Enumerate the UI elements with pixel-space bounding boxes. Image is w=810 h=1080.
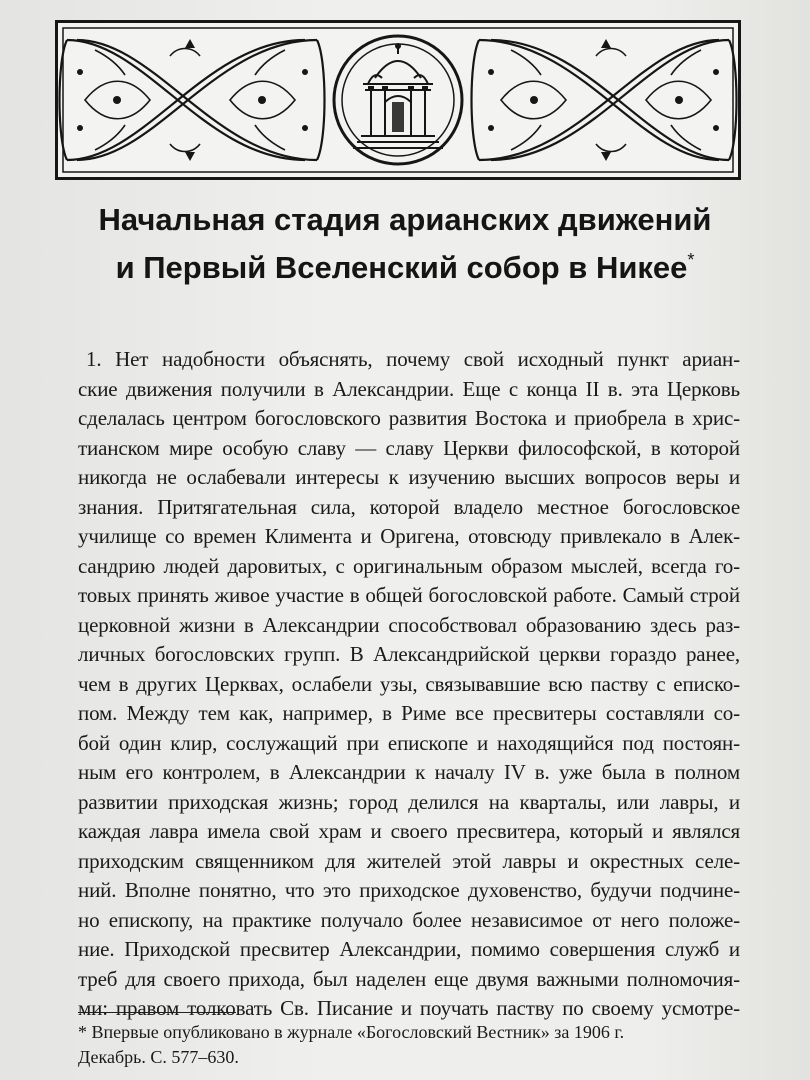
chapter-heading-line-2 [0,244,810,292]
text-line: ми: правом толковать Св. Писание и поучать паству по своему усмотре- [78,996,740,1020]
decorative-headpiece-icon [55,20,741,180]
footnote-line: Декабрь. С. 577–630. [78,1047,239,1067]
text-line: 1. Нет надобности объяснять, почему свой исходный пункт ариан- [86,347,740,371]
text-line: церковной жизни в Александрии способствовал образованию здесь раз- [78,612,740,637]
footnote-line: * Впервые опубликовано в журнале «Богословский Вестник» за 1906 г. [78,1022,625,1042]
chapter-heading-line-1: Начальная стадия арианских движений [98,202,712,237]
chapter-heading [0,196,810,292]
text-line: ние. Приходской пресвитер Александрии, помимо совершения служб и [78,937,740,961]
text-line: ний. Вполне понятно, что это приходское духовенство, будучи подчине- [78,878,740,902]
text-line: треб для своего прихода, был наделен еще двумя важными полномочия- [78,966,740,991]
text-line: личных богословских групп. В Александрийской церкви гораздо ранее, [78,642,740,666]
text-line: тианском мире особую славу — славу Церкви философской, в которой [78,435,740,460]
text-line: но епископу, на практике получало более независимое от него положе- [78,907,740,932]
footnote-reference: * [687,250,695,270]
text-line: никогда не ослабевали интересы к изучению высших вопросов веры и [78,465,740,489]
text-line: приходским священником для жителей этой лавры и окрестных селе- [78,848,740,873]
footnote-divider [78,1012,236,1013]
text-line: училище со времен Климента и Оригена, отовсюду привлекало в Алек- [78,524,740,548]
text-line: бой один клир, сослужащий при епископе и находящийся под постоян- [78,730,740,755]
text-line: пом. Между тем как, например, в Риме все пресвитеры составляли со- [78,701,740,725]
body-paragraph [78,345,740,1024]
chapter-heading-line-2-text: и Первый Вселенский собор в Никее [115,250,688,285]
text-line: развитии приходская жизнь; город делился на кварталы, или лавры, и [78,789,740,814]
text-line: ным его контролем, в Александрии к началу IV в. уже была в полном [78,760,740,784]
footnote [78,1020,740,1070]
text-line: сандрию людей даровитых, с оригинальным образом мыслей, всегда го- [78,553,740,578]
text-line: ские движения получили в Александрии. Еще с конца II в. эта Церковь [78,376,740,401]
text-line: знания. Притягательная сила, которой владело местное богословское [78,494,740,519]
text-line: каждая лавра имела свой храм и своего пресвитера, который и являлся [78,819,740,843]
text-line: сделалась центром богословского развития Востока и приобрела в хрис- [78,406,740,430]
text-line: чем в других Церквах, ослабели узы, связывавшие всю паству с еписко- [78,671,740,696]
text-line: товых принять живое участие в общей богословской работе. Самый строй [78,583,740,607]
